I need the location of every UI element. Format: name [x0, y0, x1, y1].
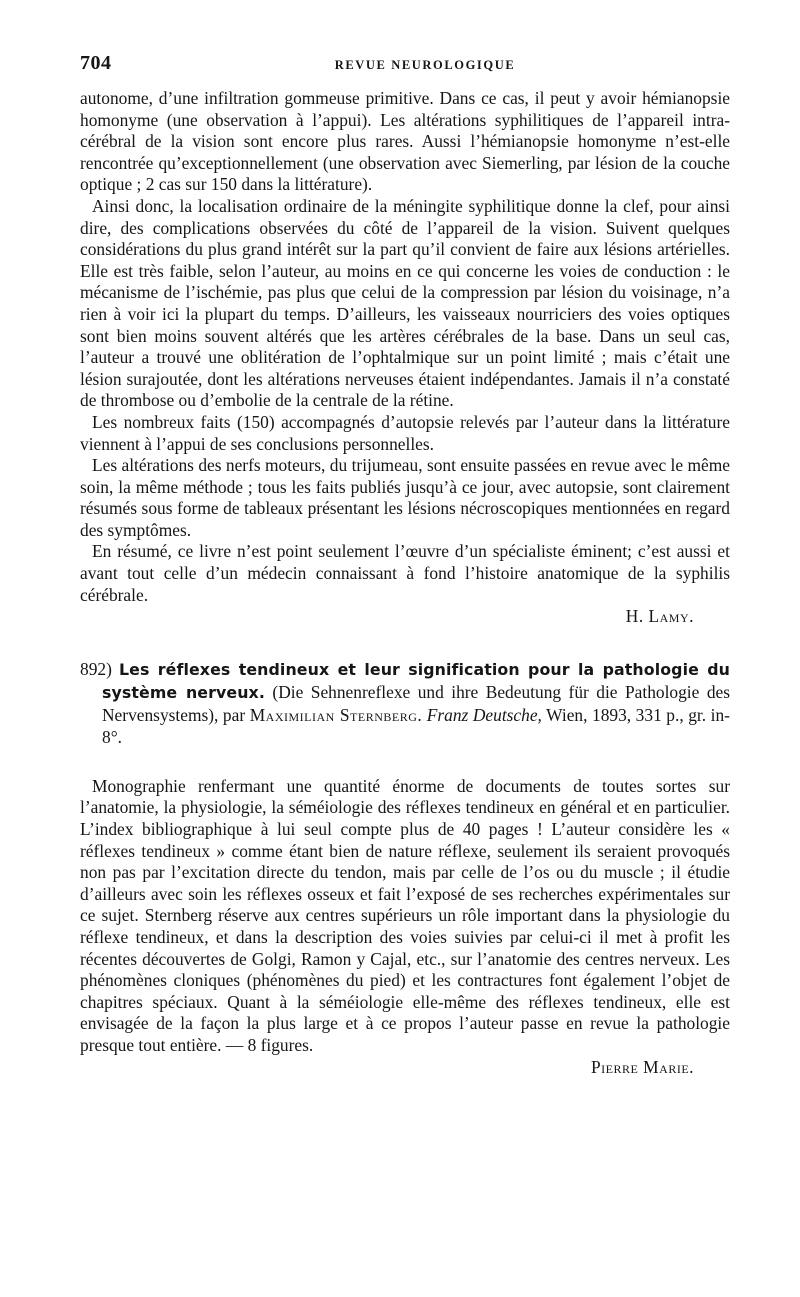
journal-title: REVUE NEUROLOGIQUE — [334, 58, 516, 72]
page-number: 704 — [80, 52, 112, 74]
paragraph: Les altérations des nerfs moteurs, du trijumeau, sont ensuite passées en revue avec le même soin, la même méthode ; tous les faits publiés jusqu’à ce jour, avec autopsie, sont clairement résumés sous forme de tableaux présentant les lésions nécroscopiques mentionnées en regard des symptômes. — [80, 455, 730, 540]
paragraph: Monographie renfermant une quantité énorme de documents de toutes sortes sur l’anatomie, la physiologie, la séméiologie des réflexes tendineux en général et en particulier. L’index bibliographique à lui seul compte plus de 40 pages ! L’auteur considère les « réflexes tendineux » comme étant bien de nature réflexe, seulement ils seraient provoqués non pas par l’excitation directe du tendon, mais par celle de l’os ou du muscle ; il étudie d’ailleurs avec soin les réflexes osseux et fait l’exposé de ses recherches expérimentales sur ce sujet. Sternberg réserve aux centres supérieurs un rôle important dans la physiologie du réflexe tendineux, et dans la description des voies suivies par celui-ci il met à profit les récentes découvertes de Golgi, Ramon y Cajal, etc., sur l’anatomie des centres nerveux. Les phénomènes cloniques (phénomènes du pied) et les contractures font également l’objet de chapitres spéciaux. Quant à la séméiologie elle-même des réflexes tendineux, elle est envisagée de la façon la plus large et à ce propos l’auteur passe en revue la pathologie presque tout entière. — 8 figures. — [80, 775, 730, 1055]
signature-lamy: H. Lamy. — [625, 606, 694, 627]
paragraph: Ainsi donc, la localisation ordinaire de la méningite syphilitique donne la clef, pour ainsi dire, des complications observées du côté de l’appareil de la vision. Suivent quelques considérations du plus grand intérêt sur la part qu’il convient de faire aux lésions artérielles. Elle est très faible, selon l’auteur, au moins en ce qui concerne les voies de conduction : le mécanisme de l’ischémie, pas plus que celui de la compression par lésion du voisinage, n’a rien à voir ici la plupart du temps. D’ailleurs, les vaisseaux nourriciers des voies optiques sont bien moins souvent altérés que les artères cérébrales de la base. Dans un seul cas, l’auteur a trouvé une oblitération de l’ophtalmique sur un point limité ; mais c’était une lésion surajoutée, dont les altérations nerveuses étaient indépendantes. Jamais il n’a constaté de thrombose ou d’embolie de la centrale de la rétine. — [80, 195, 730, 411]
entry-author: Maximilian Sternberg. — [249, 704, 423, 725]
entry-german-title: (Die Sehnenreflexe und ihre Bedeutung für die Pathologie des Nervensystems), par — [102, 681, 730, 725]
running-head — [80, 52, 730, 88]
bibliographic-entry-892 — [80, 658, 730, 748]
entry-details: Wien, 1893, 331 p., gr. in-8°. — [102, 704, 730, 747]
signature-marie: Pierre Marie. — [591, 1056, 694, 1077]
paragraph: Les nombreux faits (150) accompagnés d’autopsie relevés par l’auteur dans la littérature viennent à l’appui de ses conclusions personnelles. — [80, 411, 730, 454]
entry-publisher: Franz Deutsche, — [426, 704, 542, 725]
paragraph: autonome, d’une infiltration gommeuse primitive. Dans ce cas, il peut y avoir hémianopsie homonyme (une observation à l’appui). Les altérations syphilitiques de l’appareil intra-cérébral de la vision sont encore plus rares. Aussi l’hémianopsie homonyme n’est-elle rencontrée qu’exceptionnellement (une observation avec Siemerling, par lésion de la couche optique ; 2 cas sur 150 dans la littérature). — [80, 88, 730, 195]
review-marie — [80, 776, 730, 1078]
entry-title: Les réflexes tendineux et leur signification pour la pathologie du système nerveux. — [102, 659, 730, 702]
paragraph: En résumé, ce livre n’est point seulement l’œuvre d’un spécialiste éminent; c’est aussi et avant tout celle d’un médecin connaissant à fond l’histoire anatomique de la syphilis cérébrale. — [80, 541, 730, 605]
entry-number: 892) — [80, 658, 112, 679]
review-lamy — [80, 88, 730, 628]
